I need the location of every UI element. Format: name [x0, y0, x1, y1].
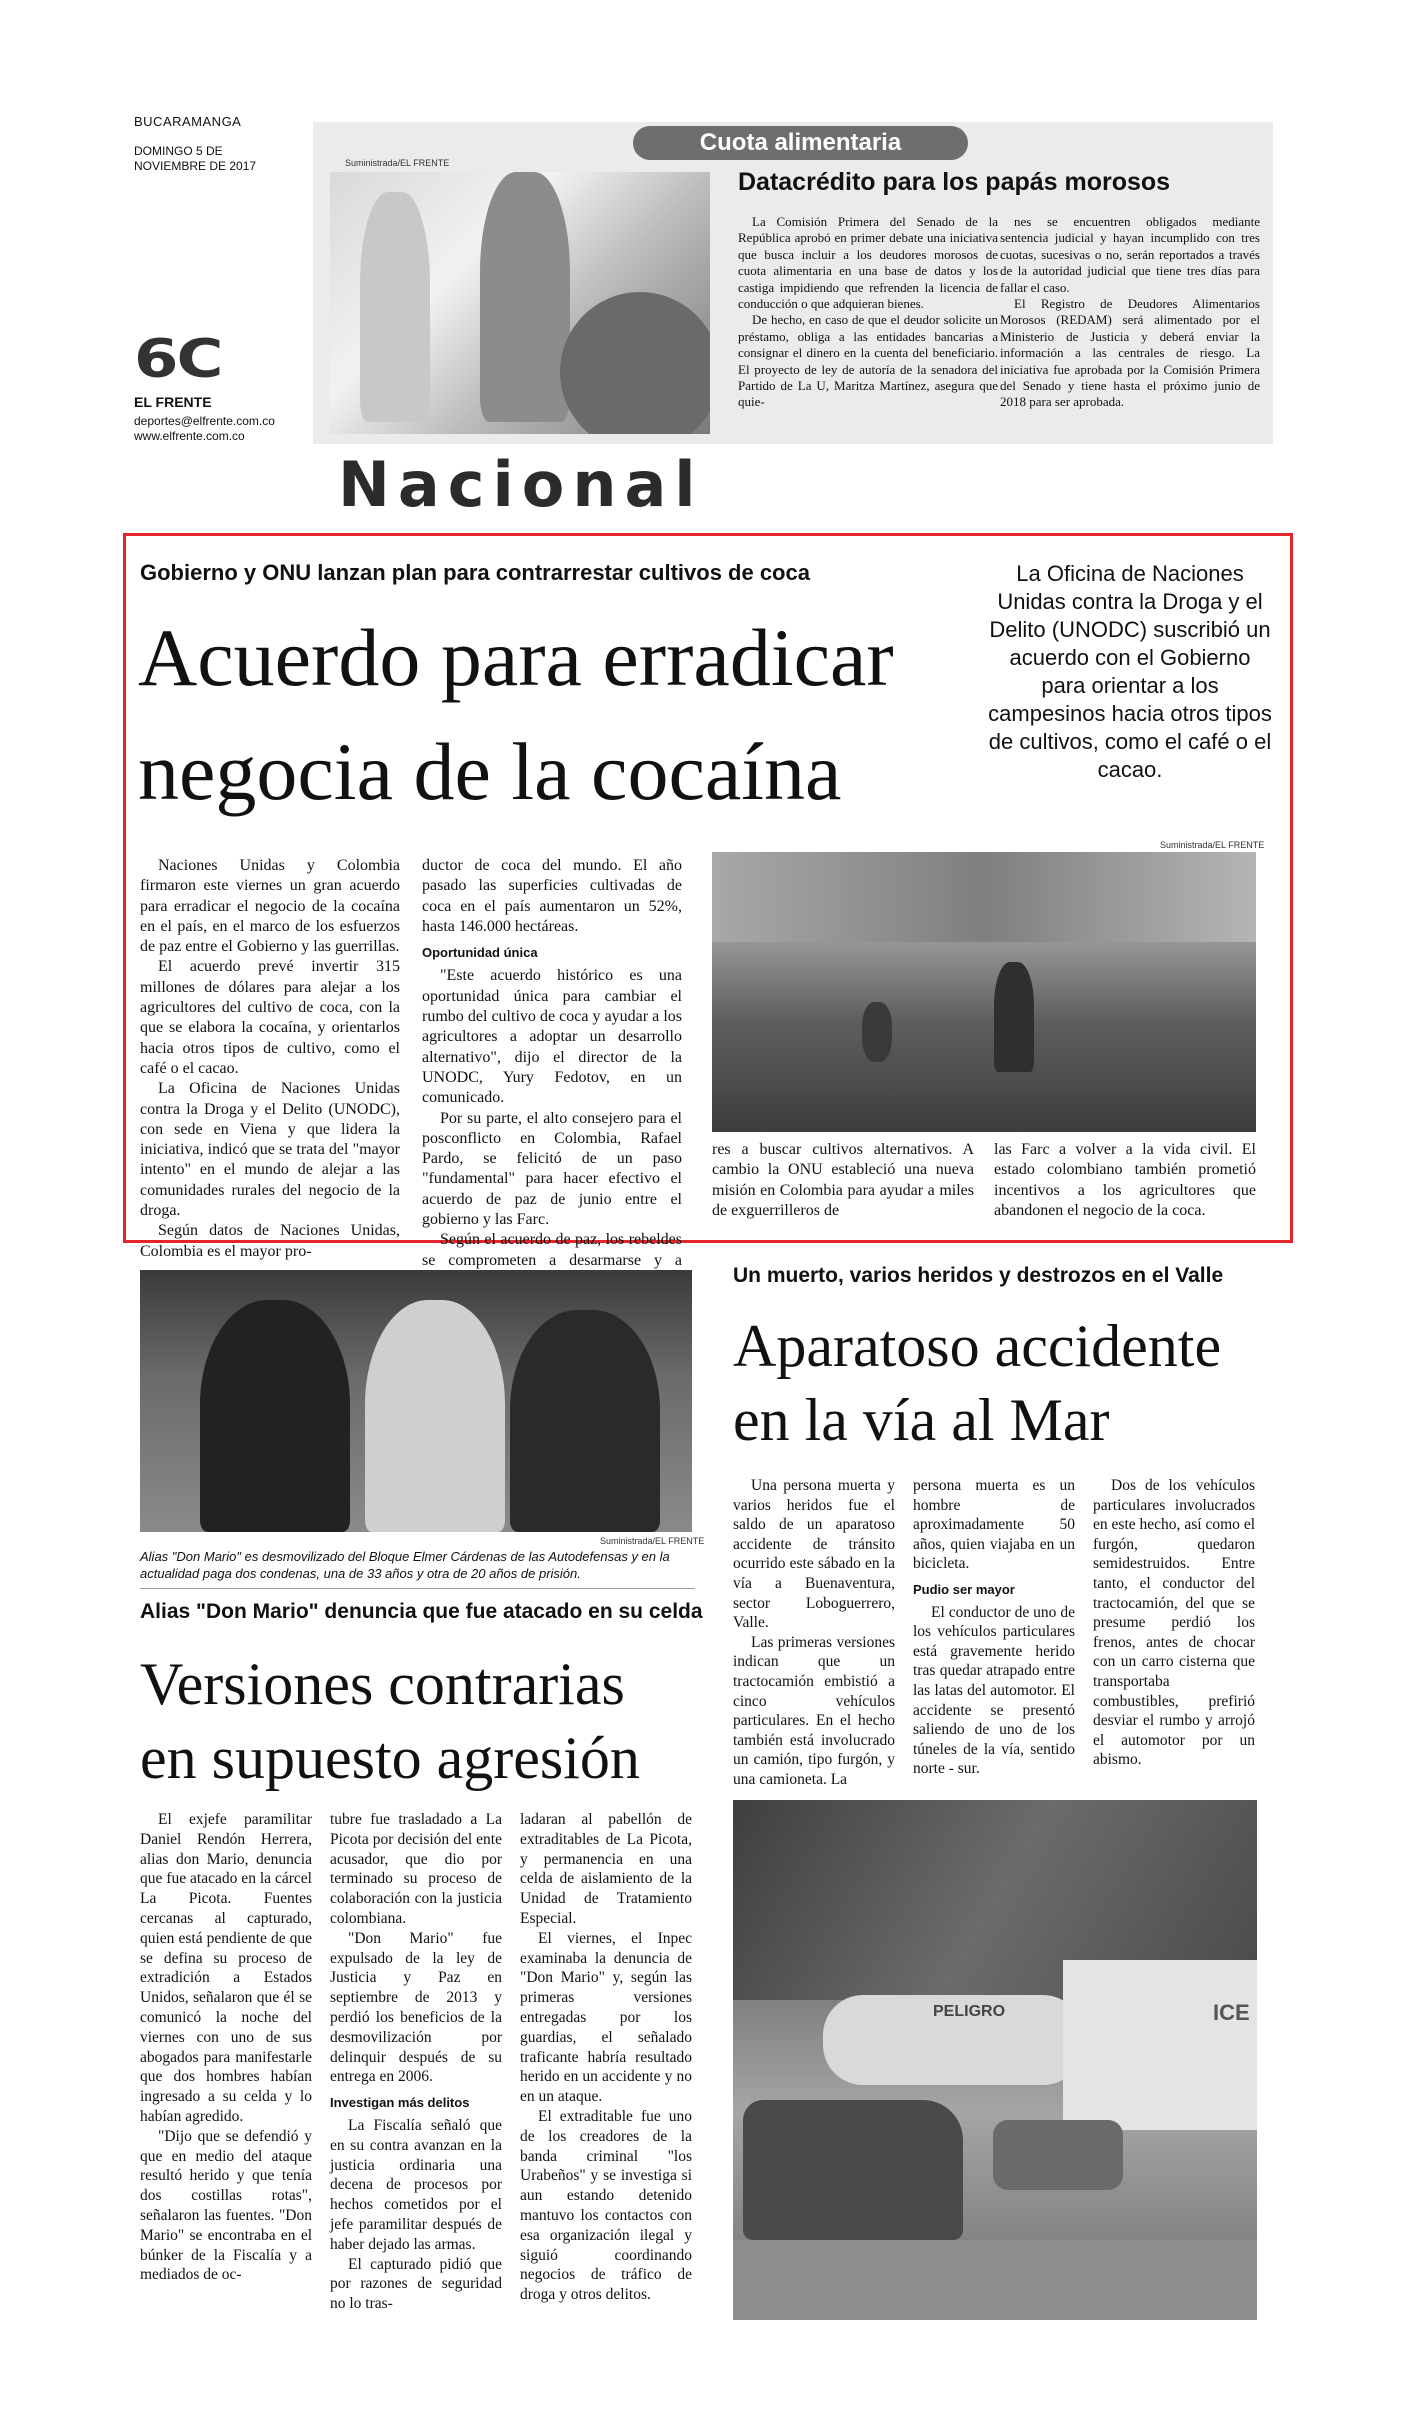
- top-story-photo: [330, 172, 710, 434]
- photo-tanker: [823, 1995, 1083, 2085]
- paragraph: ladaran al pabellón de extraditables de La Picota, y permanencia en una celda de aislamiento de la Unidad de Tratamiento Especial.: [520, 1811, 692, 1927]
- left-story-kicker: Alias "Don Mario" denuncia que fue atacado en su celda: [140, 1600, 703, 1623]
- paragraph: Por su parte, el alto consejero para el posconflicto en Colombia, Rafael Pardo, se felicitó de un paso "fundamental" para hacer efectivo el acuerdo de paz de junio entre el gobierno y las Farc.: [422, 1109, 682, 1229]
- paragraph: nes se encuentren obligados mediante sentencia judicial y hayan incumplido con tres cuotas, sucesivas o no, serán reportados a través de la autoridad judicial que tiene tres días para fallar el caso.: [1000, 214, 1260, 295]
- main-story-photo: [712, 852, 1256, 1132]
- subhead: Oportunidad única: [422, 945, 538, 961]
- paragraph: "Dijo que se defendió y que en medio del ataque resultó herido y que tenía dos costillas rotas", señalaron las fuentes. "Don Mario" se encontraba en el búnker de la Fiscalía y a mediados de oc-: [140, 2127, 312, 2284]
- photo-detainee: [365, 1300, 505, 1532]
- paragraph: tubre fue trasladado a La Picota por decisión del ente acusador, que dio por terminado su proceso de colaboración con la justicia colombiana.: [330, 1811, 502, 1927]
- paragraph: persona muerta es un hombre de aproximadamente 50 años, quien viajaba en un bicicleta.: [913, 1477, 1075, 1573]
- paragraph: El viernes, el Inpec examinaba la denuncia de "Don Mario" y, según las primeras versiones entregadas por los guardias, el señalado traficante habría resultado herido en un accidente y no en un ataque.: [520, 1929, 692, 2106]
- photo-farmer: [994, 962, 1034, 1072]
- left-story-photo: [140, 1270, 692, 1532]
- paragraph: Dos de los vehículos particulares involucrados en este hecho, así como el furgón, quedaron semidestruidos. Entre tanto, el conductor del tractocamión, del que se presume perdió los frenos, antes de chocar con un carro cisterna que transportaba combustibles, prefirió desviar el rumbo y arrojó el automotor por un abismo.: [1093, 1477, 1255, 1769]
- section-title: Nacional: [338, 448, 704, 521]
- top-story-headline: Datacrédito para los papás morosos: [738, 168, 1171, 196]
- paper-name: EL FRENTE: [134, 394, 212, 410]
- main-photo-credit: Suministrada/EL FRENTE: [1160, 840, 1265, 850]
- photo-figure-man: [480, 172, 570, 422]
- right-story-column-2: [913, 1476, 1075, 1779]
- paragraph: La Oficina de Naciones Unidas contra la Droga y el Delito (UNODC), con sede en Viena y que lidera la iniciativa, indicó que se trata del "mayor intento" en el mundo de alejar a las comunidades rurales del negocio de la droga.: [140, 1080, 400, 1220]
- photo-worker: [862, 1002, 892, 1062]
- paragraph: Según datos de Naciones Unidas, Colombia es el mayor pro-: [140, 1222, 400, 1260]
- main-story-headline-line2: negocia de la cocaína: [138, 726, 842, 817]
- left-story-column-1: [140, 1810, 312, 2285]
- photo-truck: [1063, 1960, 1257, 2130]
- contact-web[interactable]: www.elfrente.com.co: [134, 429, 245, 443]
- right-story-column-1: [733, 1476, 895, 1790]
- topic-tag: Cuota alimentaria: [633, 126, 968, 160]
- left-photo-caption: Alias "Don Mario" es desmovilizado del Bloque Elmer Cárdenas de las Autodefensas y en la actualidad paga dos condenas, una de 33 años y otra de 20 años de prisión.: [140, 1549, 670, 1581]
- accident-photo: [733, 1800, 1257, 2320]
- page-number: [134, 330, 274, 390]
- right-story-column-3: [1093, 1476, 1255, 1770]
- truck-label: ICE: [1213, 2000, 1250, 2025]
- paragraph: El exjefe paramilitar Daniel Rendón Herrera, alias don Mario, denuncia que fue atacado en la cárcel La Picota. Fuentes cercanas al capturado, quien está pendiente de que se defina su proceso de extradición a Estados Unidos, señalaron que él se comunicó la noche del viernes con uno de sus abogados para manifestarle que dos hombres habían ingresado a su celda y lo habían agredido.: [140, 1811, 312, 2125]
- left-story-headline-line2: en supuesto agresión: [140, 1725, 640, 1791]
- top-photo-credit: Suministrada/EL FRENTE: [345, 158, 450, 168]
- subhead: Pudio ser mayor: [913, 1581, 1015, 1597]
- main-story-column-2: [422, 856, 682, 1291]
- paragraph: "Este acuerdo histórico es una oportunidad única para cambiar el rumbo del cultivo de coca y ayudar a los agricultores a adoptar un desarrollo alternativo", dijo el director de la UNODC, Yury Fedotov, en un comunicado.: [422, 967, 682, 1107]
- photo-soldier-left: [200, 1300, 350, 1532]
- photo-figure-child: [560, 292, 710, 434]
- photo-trees: [712, 852, 1256, 942]
- photo-car: [993, 2120, 1123, 2190]
- paragraph: La Fiscalía señaló que en su contra avanzan en la justicia ordinaria una decena de procesos por hechos cometidos por el jefe paramilitar después de haber dejado las armas.: [330, 2116, 502, 2253]
- paragraph: La Comisión Primera del Senado de la República aprobó en primer debate una iniciativa que busca incluir a los deudores morosos de cuota alimentaria en una base de datos y los castiga impidiendo que refrenden la licencia de conducción o que adquieran bienes.: [738, 214, 998, 312]
- page-number-text: 6C: [134, 329, 222, 391]
- main-story-column-3: [712, 1140, 974, 1221]
- photo-wrecked-car: [743, 2100, 963, 2240]
- paragraph: El extraditable fue uno de los creadores de la banda criminal "los Urabeños" y se investiga si aun estando detenido mantuvo los contactos con esa organización ilegal y siguió coordinando negocios de tráfico de droga y otros delitos.: [520, 2107, 692, 2304]
- main-story-column-4: [994, 1140, 1256, 1221]
- top-story-column-1: [738, 214, 998, 411]
- paragraph: Naciones Unidas y Colombia firmaron este viernes un gran acuerdo para erradicar el negocio de la cocaína en el país, en el marco de los esfuerzos de paz entre el Gobierno y las guerrillas.: [140, 857, 400, 956]
- contact-block: [134, 414, 275, 444]
- right-story-headline-line2: en la vía al Mar: [733, 1387, 1110, 1453]
- left-story-column-2: [330, 1810, 502, 2314]
- divider: [140, 1588, 695, 1589]
- left-photo-credit: Suministrada/EL FRENTE: [600, 1536, 705, 1546]
- paragraph: las Farc a volver a la vida civil. El estado colombiano también prometió incentivos a los agricultores que abandonen el negocio de la coca.: [994, 1141, 1256, 1219]
- paragraph: Según el acuerdo de paz, los rebeldes se comprometen a desarmarse y a: [422, 1231, 682, 1269]
- main-story-kicker: Gobierno y ONU lanzan plan para contrarrestar cultivos de coca: [140, 560, 810, 585]
- top-story-column-2: [1000, 214, 1260, 411]
- paragraph: El capturado pidió que por razones de seguridad no lo tras-: [330, 2255, 502, 2313]
- photo-road: [733, 2240, 1257, 2320]
- paragraph: Una persona muerta y varios heridos fue el saldo de un aparatoso accidente de tránsito ocurrido este sábado en la vía a Buenaventura, sector Loboguerrero, Valle.: [733, 1477, 895, 1632]
- paragraph: De hecho, en caso de que el deudor solicite un préstamo, obliga a las entidades bancarias a consignar el dinero en la cuenta del beneficiario. El proyecto de ley de autoría de la senadora del Partido de La U, Maritza Martínez, asegura que quie-: [738, 312, 998, 410]
- paragraph: El Registro de Deudores Alimentarios Morosos (REDAM) será alimentado por el Ministerio de Justicia y deberá enviar la información a las centrales de riesgo. La iniciativa fue aprobada por la Comisión Primera del Senado y tiene hasta el próximo junio de 2018 para ser aprobada.: [1000, 296, 1260, 410]
- left-story-headline-line1: Versiones contrarias: [140, 1651, 625, 1717]
- main-story-deck: La Oficina de Naciones Unidas contra la Droga y el Delito (UNODC) suscribió un acuerdo con el Gobierno para orientar a los campesinos hacia otros tipos de cultivos, como el café o el cacao.: [988, 561, 1272, 782]
- paragraph: "Don Mario" fue expulsado de la ley de Justicia y Paz en septiembre de 2013 y perdió los beneficios de la desmovilización por delinquir después de su entrega en 2006.: [330, 1929, 502, 2086]
- right-story-headline-line1: Aparatoso accidente: [733, 1313, 1222, 1379]
- paragraph: res a buscar cultivos alternativos. A cambio la ONU estableció una nueva misión en Colombia para ayudar a miles de exguerrilleros de: [712, 1141, 974, 1219]
- city-label: BUCARAMANGA: [134, 114, 242, 129]
- paragraph: El conductor de uno de los vehículos particulares está gravemente herido tras quedar atrapado entre las latas del automotor. El accidente se presentó saliendo de uno de los túneles de la vía, sentido norte - sur.: [913, 1603, 1075, 1778]
- photo-soldier-right: [510, 1310, 660, 1532]
- main-story-column-1: [140, 856, 400, 1262]
- date-label: DOMINGO 5 DE NOVIEMBRE DE 2017: [134, 144, 257, 173]
- photo-figure-woman: [360, 192, 430, 422]
- paragraph: ductor de coca del mundo. El año pasado las superficies cultivadas de coca en el país aumentaron un 52%, hasta 146.000 hectáreas.: [422, 857, 682, 935]
- subhead: Investigan más delitos: [330, 2095, 470, 2111]
- left-story-column-3: [520, 1810, 692, 2305]
- right-story-kicker: Un muerto, varios heridos y destrozos en el Valle: [733, 1264, 1224, 1287]
- paragraph: El acuerdo prevé invertir 315 millones de dólares para alejar a los agricultores del cultivo de coca, con la que se elabora la cocaína, y orientarlos hacia otros tipos de cultivo, como el café o el cacao.: [140, 958, 400, 1077]
- contact-email[interactable]: deportes@elfrente.com.co: [134, 414, 275, 428]
- main-story-headline-line1: Acuerdo para erradicar: [138, 612, 894, 703]
- paragraph: Las primeras versiones indican que un tractocamión embistió a cinco vehículos particulares. En el hecho también está involucrado un camión, tipo furgón, y una camioneta. La: [733, 1633, 895, 1788]
- tanker-label: PELIGRO: [933, 2003, 1006, 2020]
